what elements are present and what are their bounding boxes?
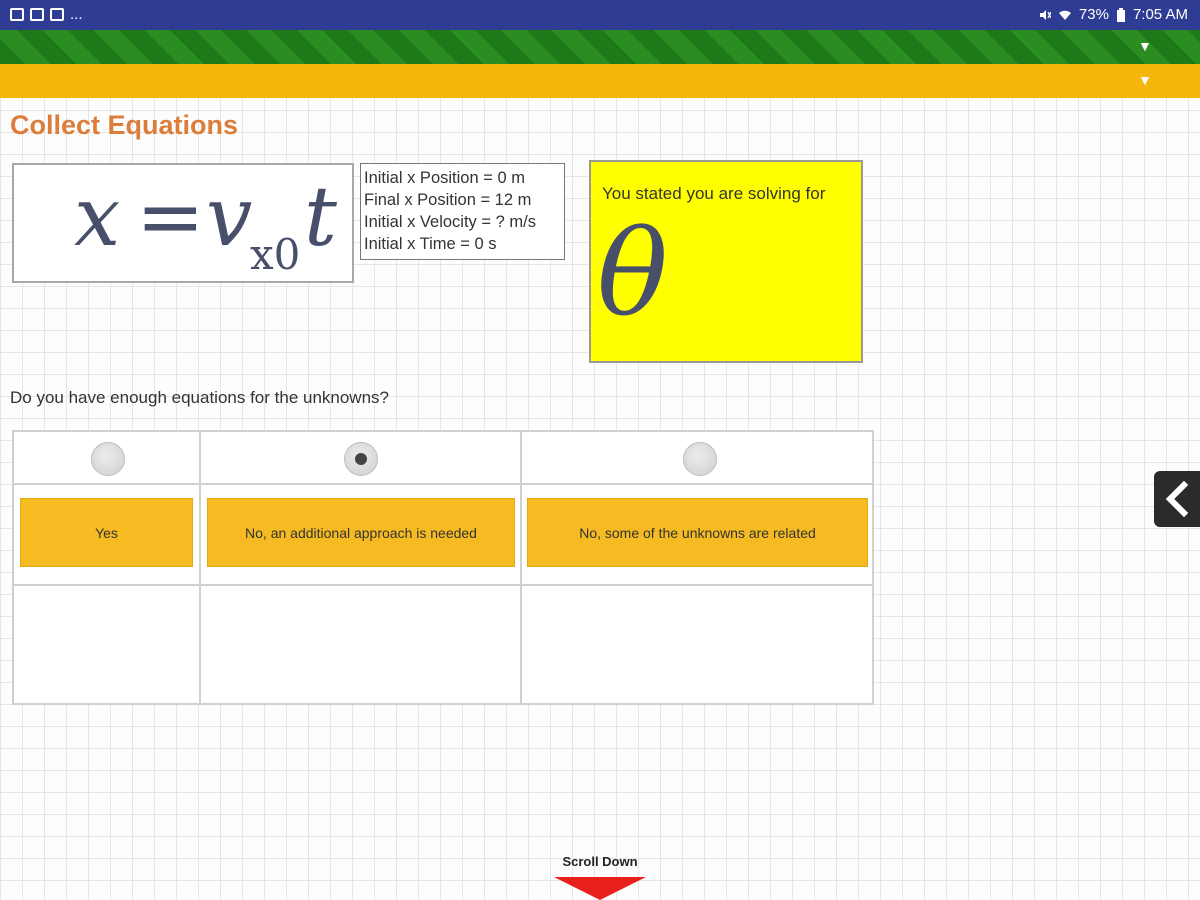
question-text: Do you have enough equations for the unknowns? [10, 388, 389, 407]
orange-toolbar [0, 64, 1200, 98]
side-drawer-tab[interactable] [1154, 471, 1200, 527]
mute-icon [1039, 9, 1051, 21]
gallery-icon [30, 8, 44, 21]
row-divider [14, 483, 872, 485]
status-bar [0, 0, 1200, 30]
image-icon [10, 8, 24, 21]
row-divider [14, 584, 872, 586]
equation-operator: = [136, 170, 205, 265]
known-values-box [360, 163, 565, 260]
arrow-down-icon[interactable] [554, 877, 646, 900]
chevron-down-icon[interactable]: ▼ [1138, 72, 1152, 88]
battery-icon [1117, 8, 1125, 22]
column-divider [199, 432, 201, 703]
equation-var: v [206, 170, 253, 265]
yes-button[interactable]: Yes [20, 498, 193, 567]
wifi-icon [1059, 9, 1071, 21]
unknowns-related-button[interactable]: No, some of the unknowns are related [527, 498, 868, 567]
page-title: Collect Equations [10, 110, 239, 140]
given-line: Initial x Position = 0 m [364, 169, 525, 187]
column-divider [520, 432, 522, 703]
green-toolbar [0, 30, 1200, 64]
scroll-down-label[interactable]: Scroll Down [562, 854, 638, 869]
radio-unknowns-related[interactable] [683, 442, 717, 476]
answer-choices-table [12, 430, 874, 705]
equation-lhs: x [74, 170, 121, 265]
equation-box [12, 163, 354, 283]
given-line: Initial x Velocity = ? m/s [364, 213, 536, 231]
solving-for-label: You stated you are solving for [602, 184, 826, 203]
status-more: ... [70, 6, 83, 23]
given-line: Initial x Time = 0 s [364, 235, 497, 253]
solving-for-symbol: θ [597, 204, 669, 342]
chevron-left-icon [1154, 471, 1200, 527]
radio-additional-approach[interactable] [344, 442, 378, 476]
clock: 7:05 AM [1132, 6, 1188, 23]
radio-yes[interactable] [91, 442, 125, 476]
additional-approach-button[interactable]: No, an additional approach is needed [207, 498, 515, 567]
battery-percent: 73% [1078, 6, 1109, 23]
equation-trailing: t [304, 170, 337, 265]
mail-icon [50, 8, 64, 21]
chevron-down-icon[interactable]: ▼ [1138, 38, 1152, 54]
equation-subscript: x0 [250, 230, 301, 279]
solving-for-box [589, 160, 863, 363]
given-line: Final x Position = 12 m [364, 191, 532, 209]
equation-display [14, 165, 352, 281]
